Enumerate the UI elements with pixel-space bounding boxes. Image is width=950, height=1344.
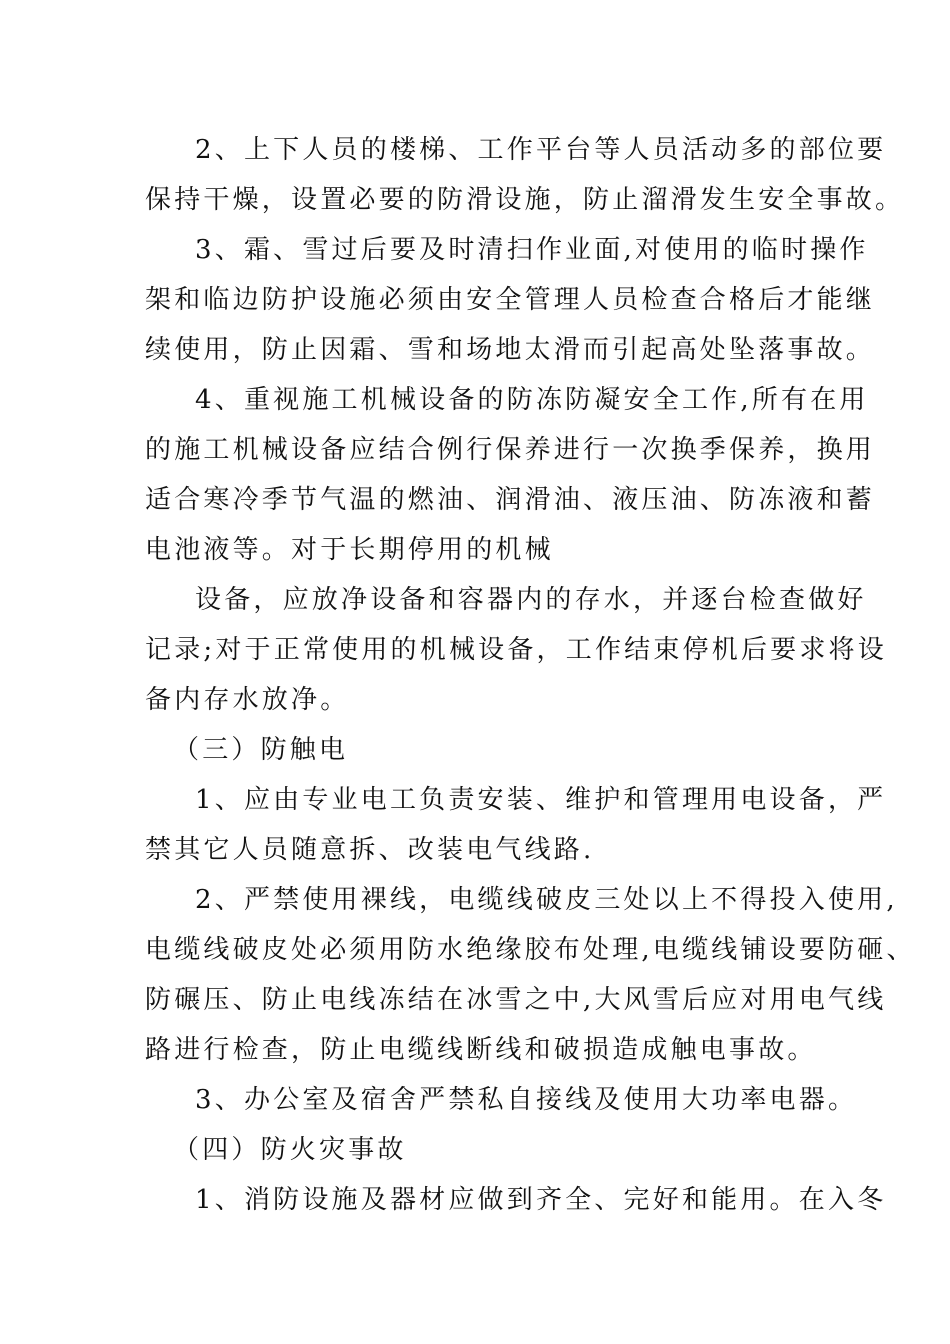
text-line-22: 1、消防设施及器材应做到齐全、完好和能用。在入冬 <box>195 1185 887 1215</box>
section-heading-4: （四）防火灾事故 <box>173 1135 407 1165</box>
text-line-03: 3、霜、雪过后要及时清扫作业面,对使用的临时操作 <box>195 235 869 265</box>
text-line-06: 4、重视施工机械设备的防冻防凝安全工作,所有在用 <box>195 385 869 415</box>
text-line-17: 电缆线破皮处必须用防水绝缘胶布处理,电缆线铺设要防砸、 <box>145 935 916 965</box>
text-line-11: 记录;对于正常使用的机械设备，工作结束停机后要求将设 <box>145 635 887 665</box>
text-line-12: 备内存水放净。 <box>145 685 350 715</box>
text-line-16: 2、严禁使用裸线，电缆线破皮三处以上不得投入使用, <box>195 885 898 915</box>
text-line-14: 1、应由专业电工负责安装、维护和管理用电设备，严 <box>195 785 887 815</box>
text-line-08: 适合寒冷季节气温的燃油、润滑油、液压油、防冻液和蓄 <box>145 485 876 515</box>
text-line-07: 的施工机械设备应结合例行保养进行一次换季保养，换用 <box>145 435 876 465</box>
text-line-01: 2、上下人员的楼梯、工作平台等人员活动多的部位要 <box>195 135 887 165</box>
section-heading-3: （三）防触电 <box>173 735 349 765</box>
text-line-05: 续使用，防止因霜、雪和场地太滑而引起高处坠落事故。 <box>145 335 876 365</box>
text-line-19: 路进行检查，防止电缆线断线和破损造成触电事故。 <box>145 1035 817 1065</box>
text-line-02: 保持干燥，设置必要的防滑设施，防止溜滑发生安全事故。 <box>145 185 905 215</box>
text-line-20: 3、办公室及宿舍严禁私自接线及使用大功率电器。 <box>195 1085 858 1115</box>
text-line-04: 架和临边防护设施必须由安全管理人员检查合格后才能继 <box>145 285 876 315</box>
text-line-18: 防碾压、防止电线冻结在冰雪之中,大风雪后应对用电气线 <box>145 985 887 1015</box>
text-line-15: 禁其它人员随意拆、改装电气线路. <box>145 835 595 865</box>
text-line-09: 电池液等。对于长期停用的机械 <box>145 535 554 565</box>
text-line-10: 设备，应放净设备和容器内的存水，并逐台检查做好 <box>195 585 867 615</box>
